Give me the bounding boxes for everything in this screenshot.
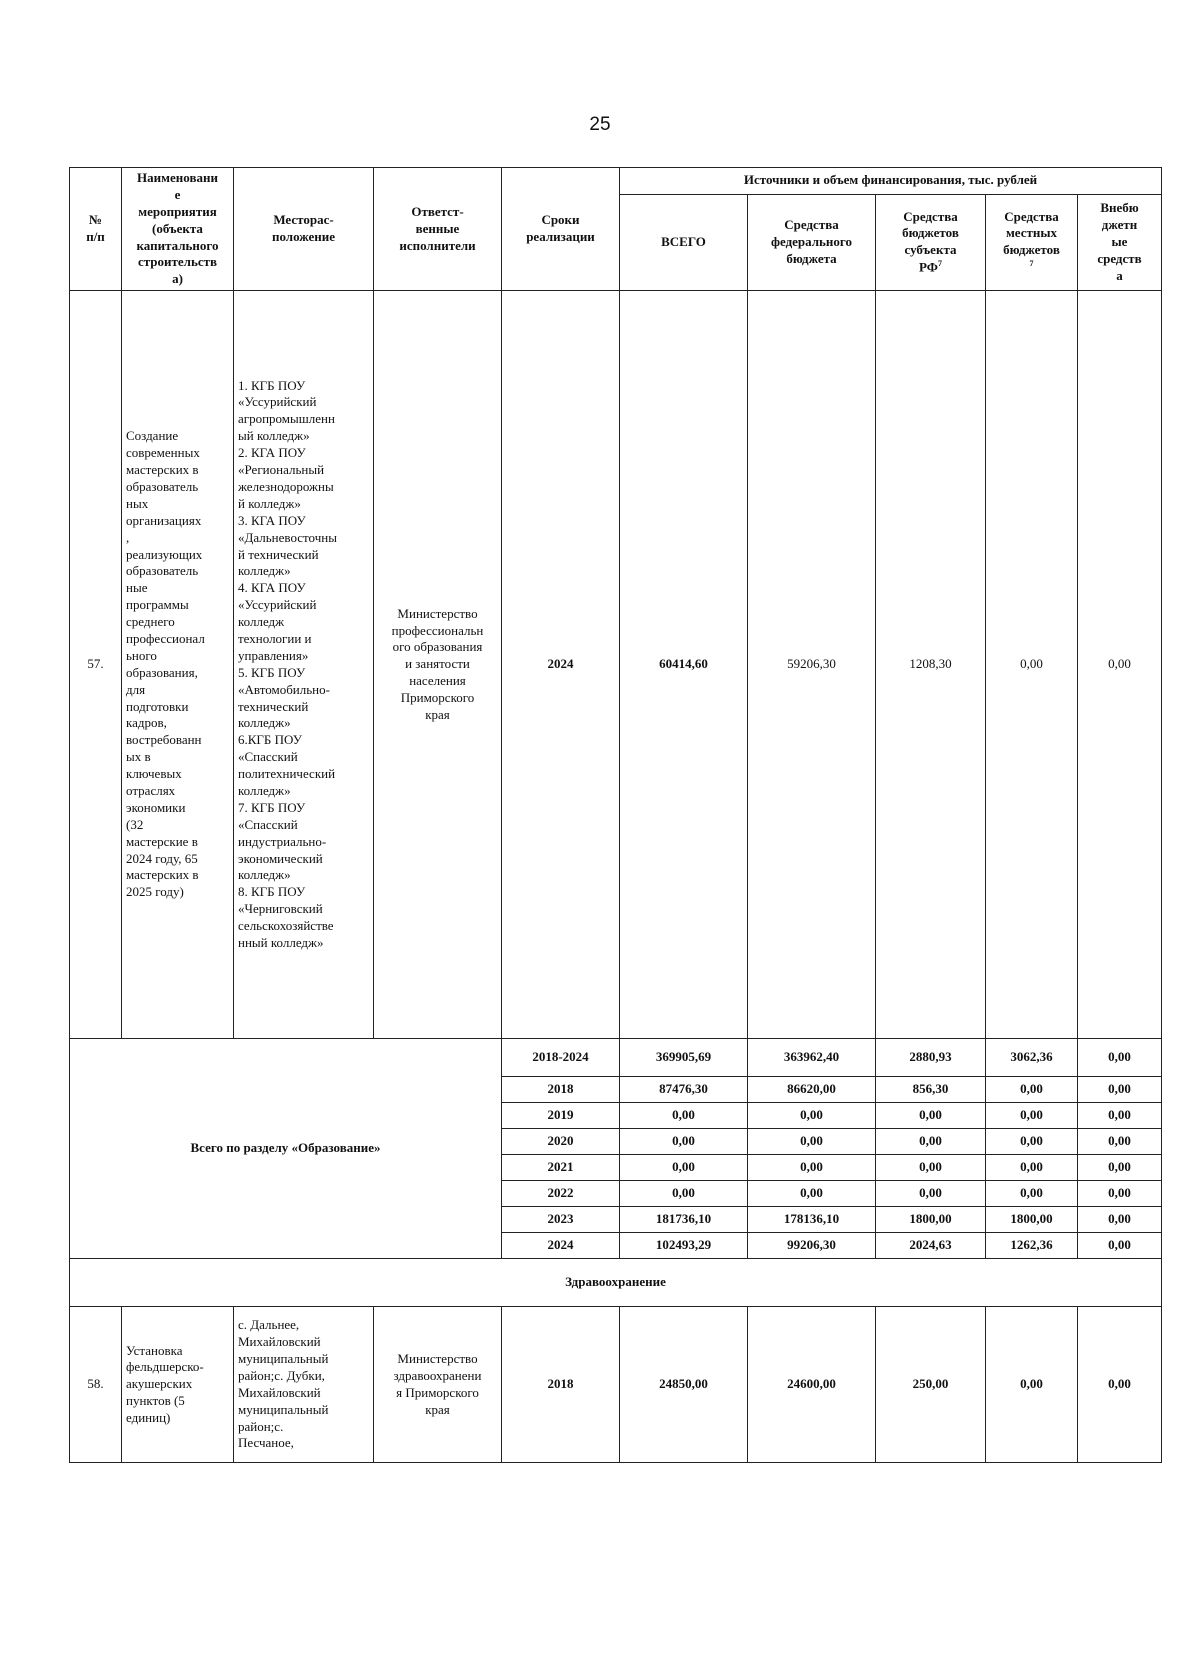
summary-subject: 1800,00 [876, 1207, 986, 1233]
header-total: ВСЕГО [620, 194, 748, 291]
header-name: Наименовани е мероприятия (объекта капитального строительств а) [122, 168, 234, 291]
summary-federal: 363962,40 [748, 1039, 876, 1077]
summary-row [70, 1039, 1162, 1077]
summary-extra: 0,00 [1078, 1077, 1162, 1103]
summary-local: 0,00 [986, 1155, 1078, 1181]
summary-total: 369905,69 [620, 1039, 748, 1077]
summary-subject: 856,30 [876, 1077, 986, 1103]
row-local: 0,00 [986, 291, 1078, 1039]
summary-label: Всего по разделу «Образование» [70, 1039, 502, 1259]
row-total: 60414,60 [620, 291, 748, 1039]
summary-extra: 0,00 [1078, 1103, 1162, 1129]
financing-table [69, 167, 1162, 1463]
row-total: 24850,00 [620, 1307, 748, 1463]
summary-extra: 0,00 [1078, 1233, 1162, 1259]
row-name: Создание современных мастерских в образователь ных организациях , реализующих образователь ные программы среднего профессионал ьного образования, для подготовки кадров, востребованн ых в ключевых отраслях экономики (32 мастерские в 2024 году, 65 мастерских в 2025 году) [122, 291, 234, 1039]
row-name: Установка фельдшерско- акушерских пунктов (5 единиц) [122, 1307, 234, 1463]
summary-local: 0,00 [986, 1077, 1078, 1103]
summary-federal: 0,00 [748, 1155, 876, 1181]
row-year: 2018 [502, 1307, 620, 1463]
summary-total: 0,00 [620, 1103, 748, 1129]
summary-year: 2024 [502, 1233, 620, 1259]
summary-subject: 2880,93 [876, 1039, 986, 1077]
row-subject: 1208,30 [876, 291, 986, 1039]
header-num: № п/п [70, 168, 122, 291]
summary-total: 87476,30 [620, 1077, 748, 1103]
summary-year: 2019 [502, 1103, 620, 1129]
summary-subject: 2024,63 [876, 1233, 986, 1259]
header-federal: Средства федерального бюджета [748, 194, 876, 291]
row-federal: 59206,30 [748, 291, 876, 1039]
table-row [70, 1307, 1162, 1463]
header-sources: Источники и объем финансирования, тыс. рублей [620, 168, 1162, 195]
summary-local: 1262,36 [986, 1233, 1078, 1259]
summary-subject: 0,00 [876, 1103, 986, 1129]
summary-local: 0,00 [986, 1181, 1078, 1207]
summary-federal: 86620,00 [748, 1077, 876, 1103]
header-local: Средства местных бюджетов $^7$ [986, 194, 1078, 291]
summary-extra: 0,00 [1078, 1207, 1162, 1233]
summary-extra: 0,00 [1078, 1039, 1162, 1077]
summary-year: 2018 [502, 1077, 620, 1103]
summary-federal: 0,00 [748, 1129, 876, 1155]
row-extra: 0,00 [1078, 291, 1162, 1039]
summary-extra: 0,00 [1078, 1129, 1162, 1155]
summary-total: 181736,10 [620, 1207, 748, 1233]
summary-local: 3062,36 [986, 1039, 1078, 1077]
row-num: 58. [70, 1307, 122, 1463]
row-responsible: Министерство здравоохранени я Приморского края [374, 1307, 502, 1463]
summary-subject: 0,00 [876, 1155, 986, 1181]
summary-federal: 0,00 [748, 1103, 876, 1129]
row-subject: 250,00 [876, 1307, 986, 1463]
page-number: 25 [589, 114, 611, 135]
header-subject: Средства бюджетов субъекта $РФ^7$ [876, 194, 986, 291]
summary-subject: 0,00 [876, 1181, 986, 1207]
summary-total: 102493,29 [620, 1233, 748, 1259]
summary-local: 1800,00 [986, 1207, 1078, 1233]
summary-federal: 99206,30 [748, 1233, 876, 1259]
header-location: Месторас- положение [234, 168, 374, 291]
summary-year: 2021 [502, 1155, 620, 1181]
row-location: с. Дальнее, Михайловский муниципальный район;с. Дубки, Михайловский муниципальный район;с. Песчаное, [234, 1307, 374, 1463]
summary-total: 0,00 [620, 1181, 748, 1207]
row-local: 0,00 [986, 1307, 1078, 1463]
summary-year: 2023 [502, 1207, 620, 1233]
row-federal: 24600,00 [748, 1307, 876, 1463]
header-responsible: Ответст- венные исполнители [374, 168, 502, 291]
summary-year: 2018-2024 [502, 1039, 620, 1077]
summary-extra: 0,00 [1078, 1181, 1162, 1207]
summary-local: 0,00 [986, 1103, 1078, 1129]
summary-subject: 0,00 [876, 1129, 986, 1155]
summary-local: 0,00 [986, 1129, 1078, 1155]
row-location: 1. КГБ ПОУ «Уссурийский агропромышленн ый колледж» 2. КГА ПОУ «Региональный железнодорожны й колледж» 3. КГА ПОУ «Дальневосточны й технический колледж» 4. КГА ПОУ «Уссурийский колледж технологии и управления» 5. КГБ ПОУ «Автомобильно- технический колледж» 6.КГБ ПОУ «Спасский политехнический колледж» 7. КГБ ПОУ «Спасский индустриально- экономический колледж» 8. КГБ ПОУ «Черниговский сельскохозяйстве нный колледж» [234, 291, 374, 1039]
row-year: 2024 [502, 291, 620, 1039]
table-row [70, 291, 1162, 1039]
row-extra: 0,00 [1078, 1307, 1162, 1463]
summary-federal: 178136,10 [748, 1207, 876, 1233]
header-terms: Сроки реализации [502, 168, 620, 291]
summary-total: 0,00 [620, 1155, 748, 1181]
summary-year: 2022 [502, 1181, 620, 1207]
summary-total: 0,00 [620, 1129, 748, 1155]
section-title: Здравоохранение [70, 1259, 1162, 1307]
summary-year: 2020 [502, 1129, 620, 1155]
row-responsible: Министерство профессиональн ого образования и занятости населения Приморского края [374, 291, 502, 1039]
summary-extra: 0,00 [1078, 1155, 1162, 1181]
row-num: 57. [70, 291, 122, 1039]
header-extra: Внебю джетн ые средств а [1078, 194, 1162, 291]
summary-federal: 0,00 [748, 1181, 876, 1207]
